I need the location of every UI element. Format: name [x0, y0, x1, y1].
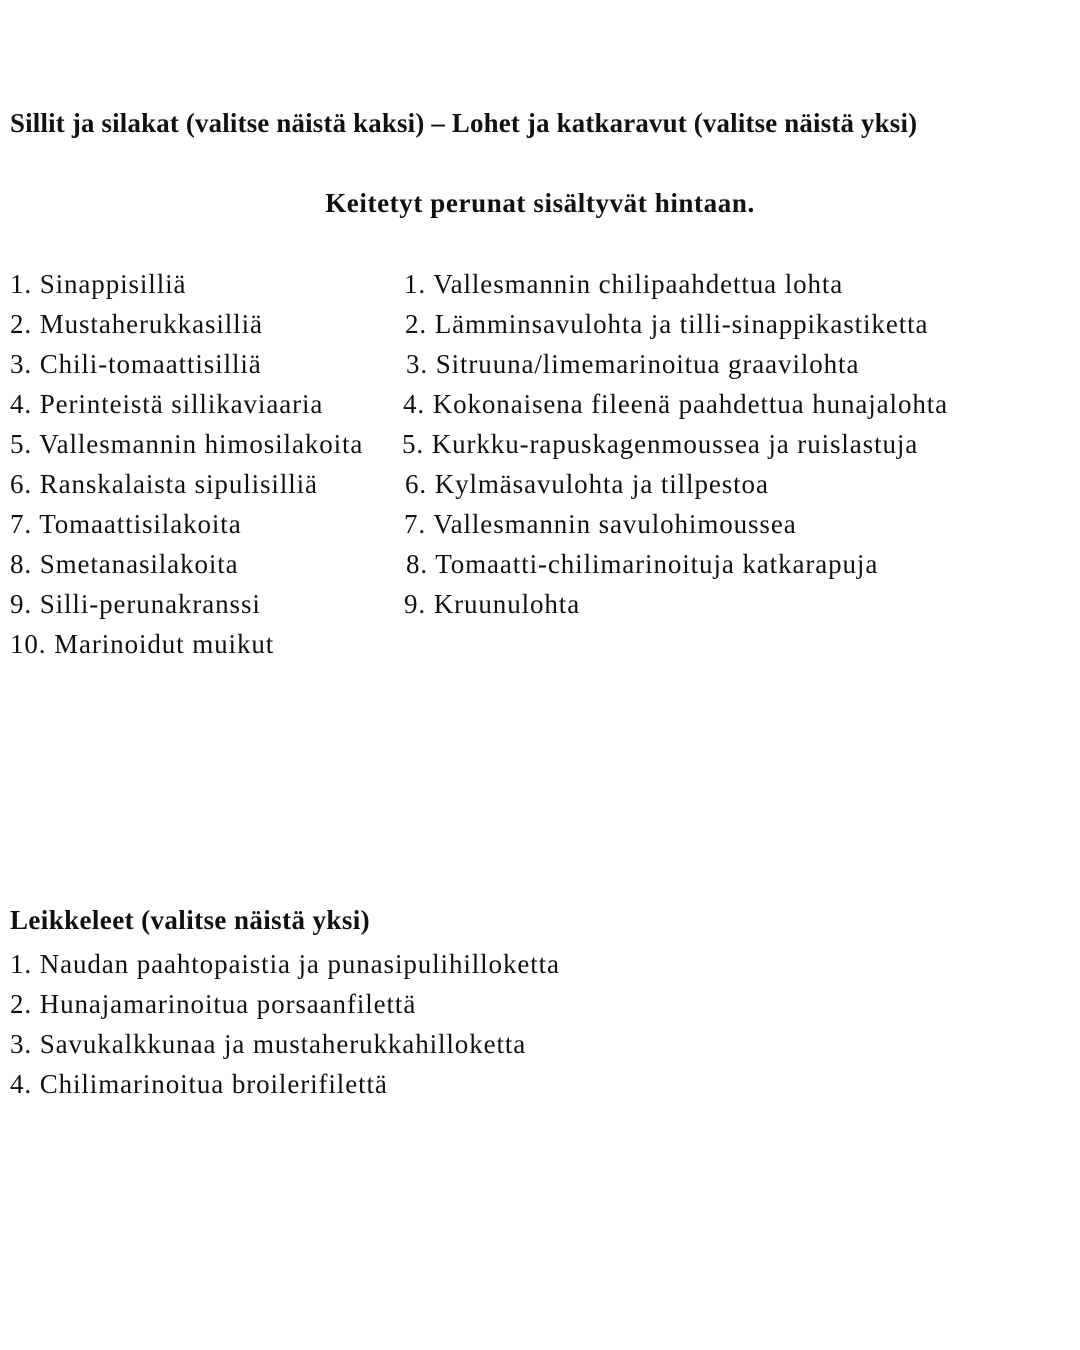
list-item: 8. Smetanasilakoita	[10, 549, 239, 579]
list-item: 1. Vallesmannin chilipaahdettua lohta	[404, 269, 844, 299]
lohet-list	[404, 264, 948, 624]
list-item: 5. Kurkku-rapuskagenmoussea ja ruislastuja	[402, 429, 919, 459]
list-item: 2. Hunajamarinoitua porsaanfilettä	[10, 989, 417, 1019]
leikkeleet-list	[10, 944, 560, 1104]
list-item: 7. Vallesmannin savulohimoussea	[404, 509, 797, 539]
list-item: 4. Perinteistä sillikaviaaria	[10, 389, 324, 419]
list-item: 9. Silli-perunakranssi	[10, 589, 261, 619]
menu-subtitle: Keitetyt perunat sisältyvät hintaan.	[325, 188, 755, 218]
list-item: 6. Ranskalaista sipulisilliä	[10, 469, 318, 499]
list-item: 3. Savukalkkunaa ja mustaherukkahilloketta	[10, 1029, 527, 1059]
list-item: 1. Naudan paahtopaistia ja punasipulihilloketta	[10, 949, 560, 979]
sillit-list	[10, 264, 363, 664]
list-item: 5. Vallesmannin himosilakoita	[10, 429, 364, 459]
list-item: 4. Kokonaisena fileenä paahdettua hunajalohta	[403, 389, 949, 419]
list-item: 1. Sinappisilliä	[10, 269, 187, 299]
list-item: 3. Sitruuna/limemarinoitua graavilohta	[406, 349, 860, 379]
list-item: 3. Chili-tomaattisilliä	[10, 349, 262, 379]
list-item: 4. Chilimarinoitua broilerifilettä	[10, 1069, 388, 1099]
list-item: 8. Tomaatti-chilimarinoituja katkarapuja	[406, 549, 879, 579]
menu-title: Sillit ja silakat (valitse näistä kaksi) – Lohet ja katkaravut (valitse näistä yksi)	[10, 108, 918, 138]
list-item: 6. Kylmäsavulohta ja tillpestoa	[405, 469, 769, 499]
list-item: 9. Kruunulohta	[404, 589, 581, 619]
list-item: 10. Marinoidut muikut	[10, 629, 275, 659]
list-item: 7. Tomaattisilakoita	[10, 509, 242, 539]
list-item: 2. Lämminsavulohta ja tilli-sinappikastiketta	[405, 309, 929, 339]
leikkeleet-heading: Leikkeleet (valitse näistä yksi)	[10, 905, 371, 935]
list-item: 2. Mustaherukkasilliä	[10, 309, 263, 339]
